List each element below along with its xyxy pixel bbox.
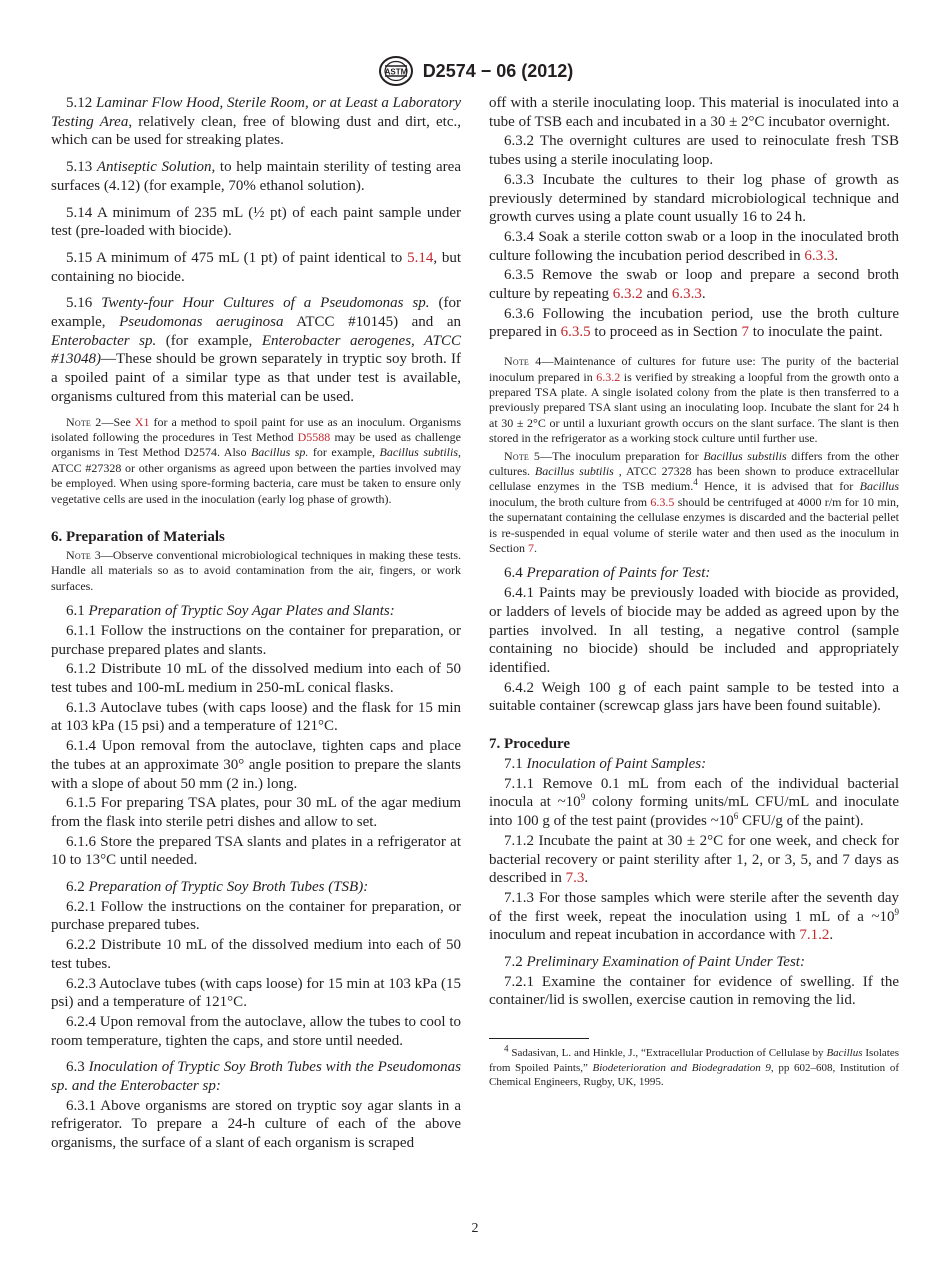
- ref-6-3-2[interactable]: 6.3.2: [596, 369, 621, 384]
- note-3: Note 3—Observe conventional microbiological techniques in making these tests. Handle all materials so as to avoid contamination from the air, fingers, or work surfaces.: [51, 547, 461, 593]
- ref-x1[interactable]: X1: [134, 414, 150, 429]
- standard-designation: D2574 − 06 (2012): [422, 60, 574, 81]
- ref-7-1-2[interactable]: 7.1.2: [799, 927, 830, 944]
- ref-section-7[interactable]: 7: [741, 324, 749, 341]
- ref-6-3-2[interactable]: 6.3.2: [612, 286, 643, 303]
- section-6-3: 6.3 Inoculation of Tryptic Soy Broth Tubes with the Pseudomonas sp. and the Enterobacter sp:: [51, 1059, 461, 1095]
- section-5-14: 5.14 A minimum of 235 mL (½ pt) of each paint sample under test (pre-loaded with biocide).: [51, 204, 461, 240]
- section-6-3-1: 6.3.1 Above organisms are stored on tryptic soy agar slants in a refrigerator. To prepare a 24-h culture of each of the above organisms, the surface of a slant of each organism is scraped: [51, 1097, 461, 1152]
- section-6-3-4: 6.3.4 Soak a sterile cotton swab or a loop in the inoculated broth culture following the incubation period described in 6.3.3.: [489, 228, 899, 264]
- section-7-1-1: 7.1.1 Remove 0.1 mL from each of the individual bacterial inocula at $\sim 10^9$ colony forming units/mL CFU/mL and inoculate into 100 g of the test paint (provides $\sim 10^6$ CFU/g of the paint).: [489, 775, 899, 830]
- section-6-2-3: 6.2.3 Autoclave tubes (with caps loose) for 15 min at 103 kPa (15 psi) and a temperature of 121°C.: [51, 975, 461, 1011]
- ref-7-3[interactable]: 7.3: [565, 870, 585, 887]
- section-6-3-5: 6.3.5 Remove the swab or loop and prepare a second broth culture by repeating 6.3.2 and 6.3.3.: [489, 267, 899, 303]
- section-7-2-1: 7.2.1 Examine the container for evidence of swelling. If the container/lid is swollen, exercise caution in removing the lid.: [489, 973, 899, 1009]
- section-7-1: 7.1 Inoculation of Paint Samples:: [504, 756, 707, 773]
- heading-section-6: 6. Preparation of Materials: [51, 528, 225, 545]
- section-5-12: 5.12 Laminar Flow Hood, Sterile Room, or at Least a Laboratory Testing Area, relatively clean, free of blowing dust and dirt, etc., which can be used for streaking plates.: [51, 95, 461, 149]
- section-6-3-1-continued: off with a sterile inoculating loop. This material is inoculated into a tube of TSB each and incubated in a 30 ± 2°C incubator overnight.: [489, 95, 899, 130]
- left-column: [51, 94, 461, 1153]
- section-6-4: 6.4 Preparation of Paints for Test:: [504, 565, 711, 582]
- section-6-3-3: 6.3.3 Incubate the cultures to their log phase of growth as previously determined by standard microbiological technique and growth curves using a plate count usually 16 to 24 h.: [489, 171, 899, 226]
- note-5: Note 5—The inoculum preparation for Bacillus substilis differs from the other cultures. Bacillus subtilis , ATCC 27328 has been shown to produce extracellular cellulase enzymes in the TSB medium.$^4$ Hence, it is advised that for Bacillus inoculum, the broth culture from 6.3.5 should be centrifuged at 4000 r/m for 10 min, the supernatant containing the cellulase enzymes is discarded and the bacterial pellet is re-suspended in equal volume of sterile water and then used as the inoculum in Section 7.: [489, 448, 899, 556]
- section-6-1-5: 6.1.5 For preparing TSA plates, pour 30 mL of the agar medium from the flask into sterile petri dishes and allow to set.: [51, 795, 461, 830]
- page-number: 2: [471, 1221, 479, 1236]
- section-5-15: 5.15 A minimum of 475 mL (1 pt) of paint identical to 5.14, but containing no biocide.: [51, 249, 461, 285]
- note-4: Note 4—Maintenance of cultures for future use: The purity of the bacterial inoculum prepared in 6.3.2 is verified by streaking a loopful from the growth onto a prepared TSA plate. A single isolated colony from the plate is then transferred to a previously prepared TSA slant using an inoculating loop. Incubate the slant for 24 h at 30 ± 2°C or until a luxuriant growth occurs on the slant surface. The slant is then stored in the refrigerator as a working stock culture until further use.: [489, 354, 900, 446]
- section-6-2-4: 6.2.4 Upon removal from the autoclave, allow the tubes to cool to room temperature, tighten the caps, and store until needed.: [51, 1013, 461, 1049]
- section-7-1-3: 7.1.3 For those samples which were sterile after the seventh day of the first week, repeat the inoculation using 1 mL of a $\sim 10^9$ inoculum and repeat incubation in accordance with 7.1.2.: [489, 889, 899, 944]
- page-header: [0, 55, 950, 87]
- section-7-2: 7.2 Preliminary Examination of Paint Under Test:: [504, 954, 805, 971]
- ref-6-3-5[interactable]: 6.3.5: [650, 494, 675, 509]
- section-7-1-2: 7.1.2 Incubate the paint at 30 ± 2°C for one week, and check for bacterial recovery or paint sterility after 1, 2, or 3, 5, and 7 days as described in 7.3.: [489, 832, 899, 887]
- section-5-13: 5.13 Antiseptic Solution, to help maintain sterility of testing area surfaces (4.12) (for example, 70% ethanol solution).: [51, 159, 461, 194]
- note-2: Note 2—See X1 for a method to spoil paint for use as an inoculum. Organisms isolated following the procedures in Test Method D5588 may be used as challenge organisms in Test Method D2574. Also Bacillus sp. for example, Bacillus subtilis, ATCC #27328 or other organisms as agreed upon between the parties involved may be employed. When using spore-forming bacteria, care must be taken to ensure only vegetative cells are used in the inoculation (early log phase of growth).: [51, 414, 462, 506]
- section-6-2: 6.2 Preparation of Tryptic Soy Broth Tubes (TSB):: [66, 879, 369, 896]
- footnote-mark: 4: [693, 477, 698, 488]
- section-6-1-1: 6.1.1 Follow the instructions on the container for preparation, or purchase prepared plates and slants.: [51, 622, 461, 658]
- section-6-1-3: 6.1.3 Autoclave tubes (with caps loose) and the flask for 15 min at 103 kPa (15 psi) and a temperature of 121°C.: [51, 699, 461, 735]
- astm-logo-icon: [377, 55, 415, 87]
- section-6-4-1: 6.4.1 Paints may be previously loaded with biocide as provided, or ladders of levels of biocide may be added as agreed upon by the parties involved. In all testing, a negative control (sample containing no biocide) should be included and appropriately identified.: [489, 585, 899, 676]
- ref-6-3-5[interactable]: 6.3.5: [560, 324, 591, 341]
- section-6-1: 6.1 Preparation of Tryptic Soy Agar Plates and Slants:: [66, 603, 395, 620]
- ref-5-14[interactable]: 5.14: [407, 249, 434, 266]
- section-5-16: 5.16 Twenty-four Hour Cultures of a Pseudomonas sp. (for example, Pseudomonas aeruginosa ATCC #10145) and an Enterobacter sp. (for example, Enterobacter aerogenes, ATCC #13048)—These should be grown separately in tryptic soy broth. If a spoiled paint of a similar type as that under test is available, organisms cultured from this material can be used.: [51, 295, 461, 405]
- ref-6-3-3[interactable]: 6.3.3: [671, 286, 702, 303]
- section-6-3-6: 6.3.6 Following the incubation period, use the broth culture prepared in 6.3.5 to proceed as in Section 7 to inoculate the paint.: [489, 305, 899, 341]
- ref-d5588[interactable]: D5588: [297, 429, 331, 444]
- ref-6-3-3[interactable]: 6.3.3: [804, 247, 835, 264]
- heading-section-7: 7. Procedure: [489, 736, 571, 753]
- section-6-3-2: 6.3.2 The overnight cultures are used to reinoculate fresh TSB tubes using a sterile inoculating loop.: [489, 133, 899, 169]
- svg-text:ASTM: ASTM: [384, 67, 408, 77]
- ref-section-7[interactable]: 7: [528, 541, 534, 556]
- section-6-2-2: 6.2.2 Distribute 10 mL of the dissolved medium into each of 50 test tubes.: [51, 937, 461, 972]
- section-6-4-2: 6.4.2 Weigh 100 g of each paint sample to be tested into a suitable container (screwcap glass jars have been found suitable).: [489, 679, 899, 715]
- section-6-1-4: 6.1.4 Upon removal from the autoclave, tighten caps and place the tubes at an approximate 30° angle position to prepare the slants with a slope of about 50 mm (2 in.) long.: [51, 738, 461, 792]
- section-6-1-2: 6.1.2 Distribute 10 mL of the dissolved medium into each of 50 test tubes and 100-mL medium in 250-mL conical flasks.: [51, 661, 461, 697]
- right-column: [489, 94, 899, 1090]
- footnote-4: $^4$ Sadasivan, L. and Hinkle, J., “Extracellular Production of Cellulase by Bacillus Isolates from Spoiled Paints,” Biodeterioration and Biodegradation 9, pp 602–608, Institution of Chemical Engineers, Rugby, UK, 1995.: [489, 1043, 899, 1089]
- footnote-divider: [489, 1038, 589, 1039]
- section-6-2-1: 6.2.1 Follow the instructions on the container for preparation, or purchase prepared tubes.: [51, 898, 461, 934]
- section-6-1-6: 6.1.6 Store the prepared TSA slants and plates in a refrigerator at 10 to 13°C until needed.: [51, 833, 461, 869]
